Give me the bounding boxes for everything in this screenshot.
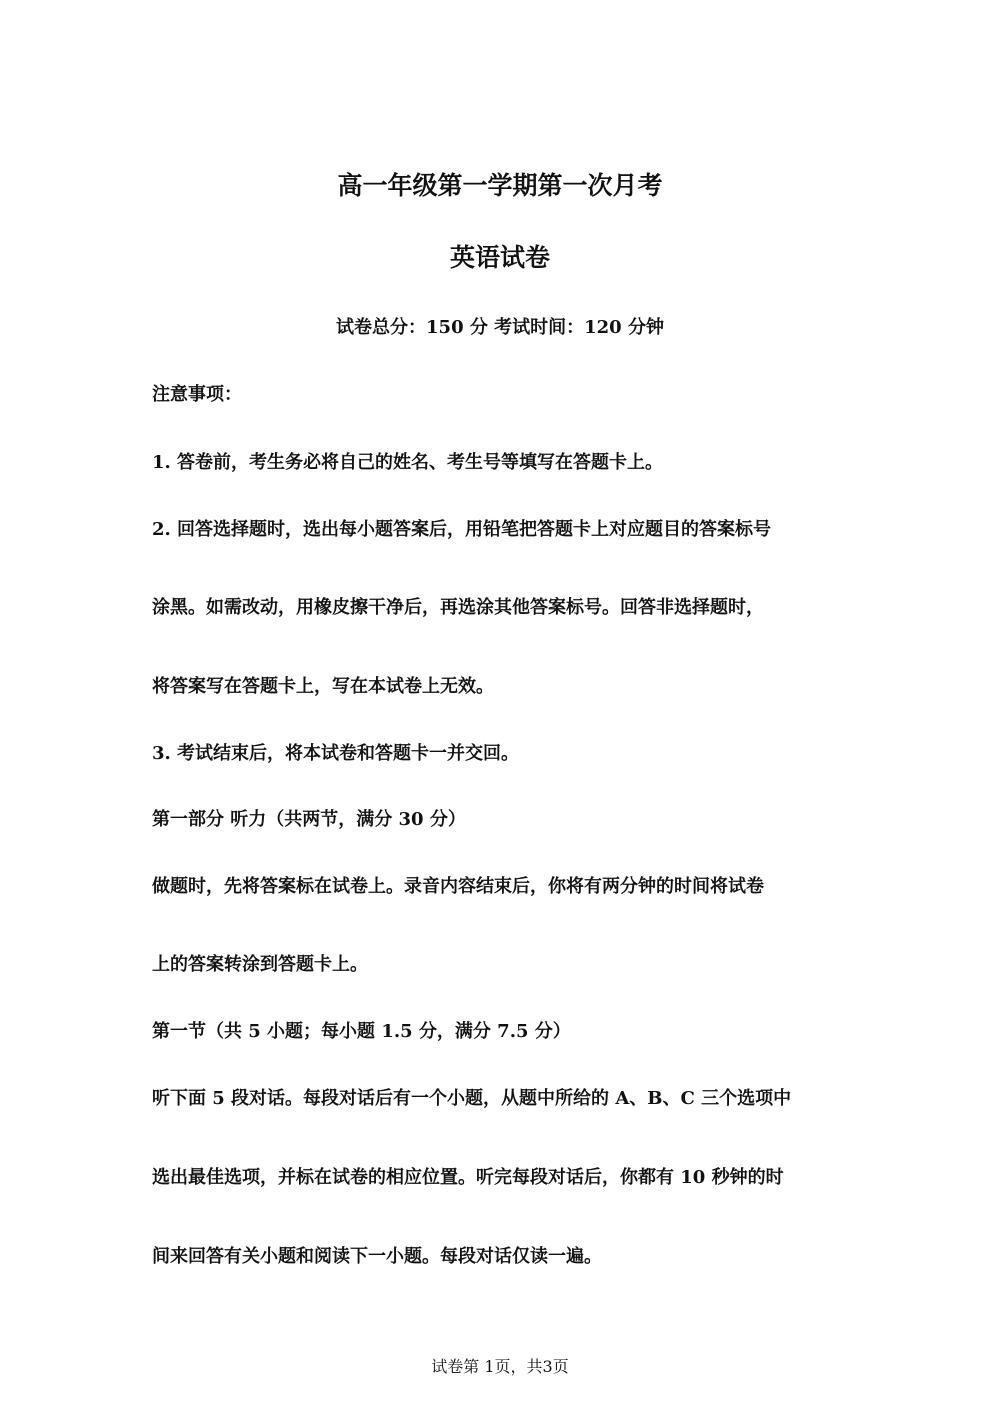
page-footer: 试卷第 1页，共3页	[431, 1357, 569, 1376]
notice-item-3: 3. 考试结束后，将本试卷和答题卡一并交回。	[152, 743, 520, 764]
part1-instruction-line-1: 做题时，先将答案标在试卷上。录音内容结束后，你将有两分钟的时间将试卷	[152, 876, 764, 897]
notice-item-1: 1. 答卷前，考生务必将自己的姓名、考生号等填写在答题卡上。	[152, 452, 664, 473]
exam-info: 试卷总分：150 分 考试时间：120 分钟	[336, 317, 664, 338]
section1-instruction-line-1: 听下面 5 段对话。每段对话后有一个小题，从题中所给的 A、B、C 三个选项中	[152, 1088, 792, 1109]
notice-item-2-line-3: 将答案写在答题卡上，写在本试卷上无效。	[152, 676, 494, 697]
section1-heading: 第一节（共 5 小题；每小题 1.5 分，满分 7.5 分）	[152, 1021, 571, 1042]
exam-subject: 英语试卷	[449, 243, 550, 272]
part1-heading: 第一部分 听力（共两节，满分 30 分）	[152, 809, 466, 830]
section1-instruction-line-2: 选出最佳选项，并标在试卷的相应位置。听完每段对话后，你都有 10 秒钟的时	[152, 1167, 784, 1188]
notice-item-2-line-2: 涂黑。如需改动，用橡皮擦干净后，再选涂其他答案标号。回答非选择题时，	[152, 597, 764, 618]
notice-heading: 注意事项：	[152, 384, 242, 405]
part1-instruction-line-2: 上的答案转涂到答题卡上。	[152, 954, 368, 975]
section1-instruction-line-3: 间来回答有关小题和阅读下一小题。每段对话仅读一遍。	[152, 1246, 602, 1267]
notice-item-2-line-1: 2. 回答选择题时，选出每小题答案后，用铅笔把答题卡上对应题目的答案标号	[152, 519, 772, 540]
exam-title: 高一年级第一学期第一次月考	[337, 171, 663, 200]
